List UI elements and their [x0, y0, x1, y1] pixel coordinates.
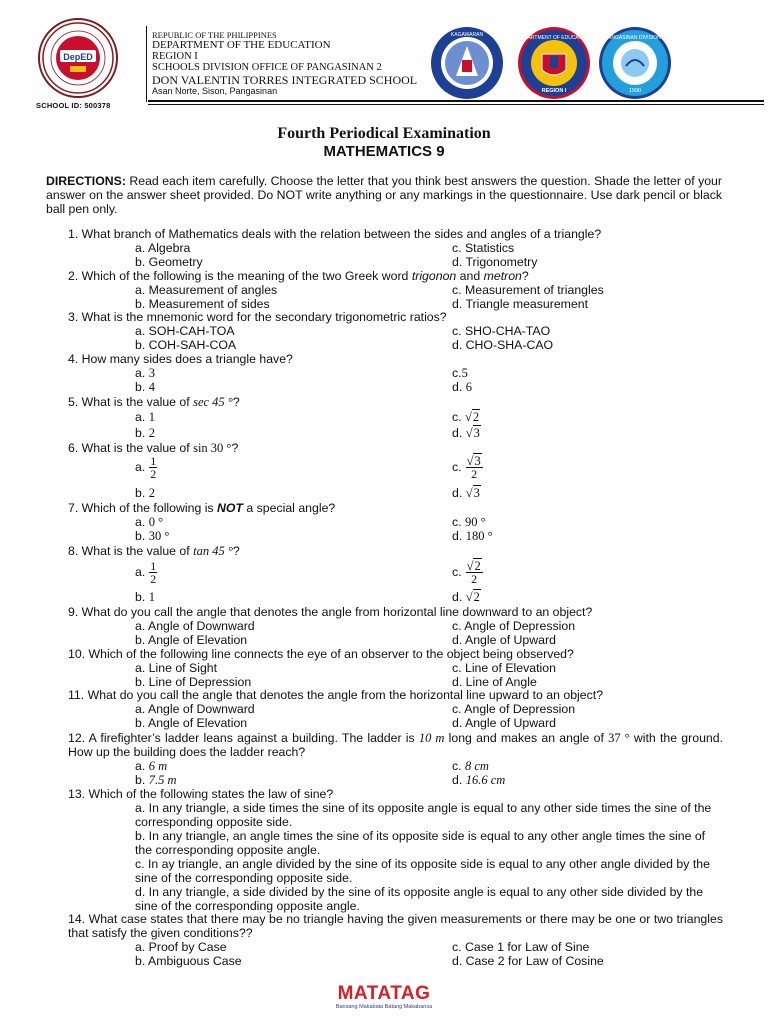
exam-title: Fourth Periodical Examination — [277, 125, 491, 142]
q2-option-a: a. Measurement of angles — [135, 283, 278, 297]
q6-option-a: a. $\frac{1}{2}$ — [135, 454, 157, 481]
question-9: 9. What do you call the angle that denotes the angle from horizontal line downward to an object? — [68, 605, 593, 619]
q9-option-a: a. Angle of Downward — [135, 619, 255, 633]
question-7: 7. Which of the following is NOT a special angle? — [68, 501, 336, 515]
svg-text:PANGASINAN DIVISION II: PANGASINAN DIVISION II — [605, 35, 665, 41]
q11-option-b: b. Angle of Elevation — [135, 716, 248, 730]
q5-option-d: d. √3 — [452, 426, 480, 440]
q14-option-c: c. Case 1 for Law of Sine — [452, 940, 590, 954]
question-10: 10. Which of the following line connects the eye of an observer to the object being observed? — [68, 647, 574, 661]
q13-option-b: b. In any triangle, an angle times the sine of its opposite side is equal to any other angle times the sine of the corresponding opposite angle. — [135, 829, 706, 857]
region-seal-icon — [514, 26, 594, 100]
question-4: 4. How many sides does a triangle have? — [68, 352, 293, 366]
q14-option-d: d. Case 2 for Law of Cosine — [452, 954, 604, 968]
q8-option-d: d. √2 — [452, 590, 480, 604]
question-8: 8. What is the value of tan 45 °? — [68, 544, 240, 558]
deped-seal-icon — [430, 26, 504, 100]
q10-option-c: c. Line of Elevation — [452, 661, 556, 675]
q3-option-a: a. SOH-CAH-TOA — [135, 324, 235, 338]
q13-option-d: d. In any triangle, a side divided by the sine of its opposite angle is equal to any other side divided by the sine of the corresponding opposite angle. — [135, 885, 704, 913]
q4-option-b: b. 4 — [135, 380, 155, 394]
school-logo — [38, 18, 118, 98]
q5-option-c: c. √2 — [452, 410, 480, 424]
header-region: REGION I — [152, 51, 198, 62]
q3-option-d: d. CHO-SHA-CAO — [452, 338, 554, 352]
svg-text:REGION I: REGION I — [541, 88, 567, 94]
q12-option-c: c. 8 cm — [452, 759, 489, 773]
matatag-logo — [0, 983, 768, 1010]
question-1: 1. What branch of Mathematics deals with the relation between the sides and angles of a triangle? — [68, 227, 602, 241]
school-id: SCHOOL ID: 500378 — [36, 101, 111, 110]
q6-option-d: d. √3 — [452, 486, 480, 500]
q4-option-d: d. 6 — [452, 380, 472, 394]
question-13: 13. Which of the following states the law of sine? — [68, 787, 334, 801]
division-seal — [596, 26, 674, 100]
q8-option-a: a. $\frac{1}{2}$ — [135, 559, 157, 586]
q14-option-b: b. Ambiguous Case — [135, 954, 242, 968]
q5-option-b: b. 2 — [135, 426, 155, 440]
header-country: REPUBLIC OF THE PHILIPPINES — [152, 30, 277, 40]
q1-option-a: a. Algebra — [135, 241, 191, 255]
svg-text:DepED: DepED — [63, 52, 93, 62]
header-department: DEPARTMENT OF THE EDUCATION — [152, 39, 331, 51]
header-rule-thin — [148, 104, 764, 105]
question-12: 12. A firefighter’s ladder leans against a building. The ladder is 10 m long and makes an angle of 37 ° with the ground. How up the building does the ladder reach? — [68, 731, 723, 759]
division-seal-icon — [596, 26, 674, 100]
question-11: 11. What do you call the angle that denotes the angle from the horizontal line upward to an object? — [68, 688, 604, 702]
q12-option-a: a. 6 m — [135, 759, 168, 773]
question-6: 6. What is the value of sin 30 °? — [68, 441, 239, 455]
matatag-wordmark: MATATAG — [337, 983, 431, 1004]
header-rule-thick — [148, 100, 764, 102]
q7-option-d: d. 180 ° — [452, 529, 493, 543]
svg-text:DEPARTMENT OF EDUCATION: DEPARTMENT OF EDUCATION — [517, 35, 591, 41]
q9-option-b: b. Angle of Elevation — [135, 633, 248, 647]
q13-option-a: a. In any triangle, a side times the sine of its opposite angle is equal to any other side times the sine of the corresponding opposite side. — [135, 801, 712, 829]
q10-option-b: b. Line of Depression — [135, 675, 252, 689]
q9-option-c: c. Angle of Depression — [452, 619, 576, 633]
q4-option-a: a. 3 — [135, 366, 155, 380]
q11-option-d: d. Angle of Upward — [452, 716, 556, 730]
directions — [46, 174, 722, 216]
q2-option-d: d. Triangle measurement — [452, 297, 589, 311]
header-address: Asan Norte, Sison, Pangasinan — [152, 86, 278, 96]
deped-seal — [430, 26, 504, 100]
q9-option-d: d. Angle of Upward — [452, 633, 556, 647]
q1-option-c: c. Statistics — [452, 241, 515, 255]
q3-option-c: c. SHO-CHA-TAO — [452, 324, 551, 338]
q11-option-a: a. Angle of Downward — [135, 702, 255, 716]
q12-option-b: b. 7.5 m — [135, 773, 177, 787]
directions-text: Read each item carefully. Choose the letter that you think best answers the question. Shade the letter of your answer on the answer sheet provided. Do NOT write anything or any markings in the questionnaire. Use dark pencil or black ball pen only. — [46, 174, 722, 216]
q7-option-a: a. 0 ° — [135, 515, 164, 529]
question-3: 3. What is the mnemonic word for the secondary trigonometric ratios? — [68, 310, 447, 324]
q13-option-c: c. In ay triangle, an angle divided by the sine of its opposite side is equal to any other angle divided by the sine of the corresponding opposite side. — [135, 857, 710, 885]
school-logo-icon — [40, 20, 116, 96]
q11-option-c: c. Angle of Depression — [452, 702, 576, 716]
q4-option-c: c.5 — [452, 366, 468, 380]
q3-option-b: b. COH-SAH-COA — [135, 338, 237, 352]
svg-text:KAGAWARAN: KAGAWARAN — [450, 32, 484, 38]
q10-option-d: d. Line of Angle — [452, 675, 537, 689]
q7-option-c: c. 90 ° — [452, 515, 486, 529]
q12-option-d: d. 16.6 cm — [452, 773, 506, 787]
q1-option-b: b. Geometry — [135, 255, 203, 269]
q2-option-c: c. Measurement of triangles — [452, 283, 604, 297]
q2-option-b: b. Measurement of sides — [135, 297, 270, 311]
q1-option-d: d. Trigonometry — [452, 255, 538, 269]
header-vertical-rule — [146, 26, 147, 102]
q14-option-a: a. Proof by Case — [135, 940, 227, 954]
subject-title: MATHEMATICS 9 — [323, 143, 445, 160]
question-14: 14. What case states that there may be no triangle having the given measurements or there may be one or two triangles that satisfy the given conditions?? — [68, 912, 723, 940]
region-seal — [514, 26, 594, 100]
q8-option-c: c. $\frac{√2}{2}$ — [452, 559, 481, 586]
svg-text:1990: 1990 — [628, 88, 642, 94]
q5-option-a: a. 1 — [135, 410, 155, 424]
q6-option-b: b. 2 — [135, 486, 155, 500]
matatag-tagline: Bansang Makabata Batang Makabansa — [335, 1004, 433, 1010]
header-school: DON VALENTIN TORRES INTEGRATED SCHOOL — [152, 73, 418, 87]
q7-option-b: b. 30 ° — [135, 529, 170, 543]
q10-option-a: a. Line of Sight — [135, 661, 218, 675]
question-5: 5. What is the value of sec 45 °? — [68, 395, 240, 409]
header-division: SCHOOLS DIVISION OFFICE OF PANGASINAN 2 — [152, 62, 382, 73]
directions-label: DIRECTIONS: — [46, 174, 126, 188]
q8-option-b: b. 1 — [135, 590, 155, 604]
question-2: 2. Which of the following is the meaning of the two Greek word trigonon and metron? — [68, 269, 529, 283]
q6-option-c: c. $\frac{√3}{2}$ — [452, 454, 481, 481]
